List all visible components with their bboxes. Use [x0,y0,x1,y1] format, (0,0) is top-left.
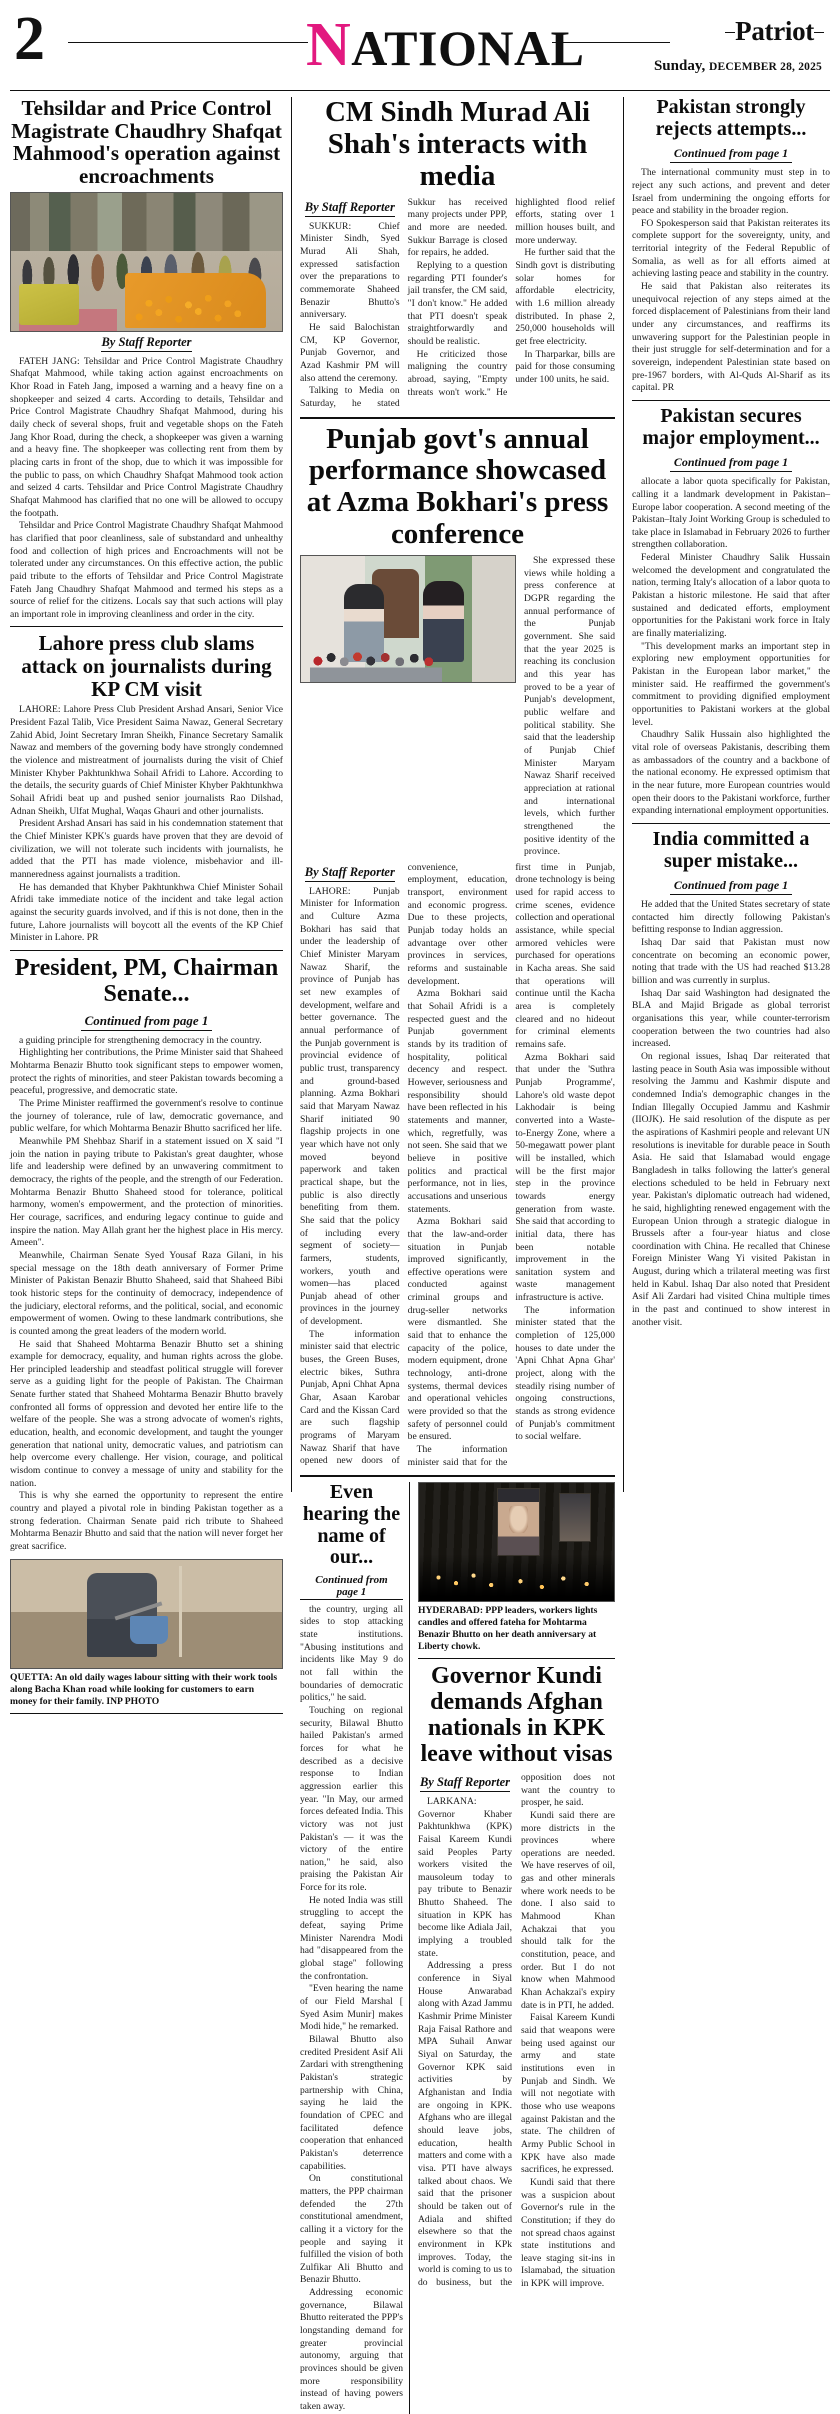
article-headline: India committed a super mistake... [652,827,810,872]
paragraph: He criticized those maligning the country abroad, saying, "Empty threats won't work." He highlighted flood relief efforts, stating over 1 million houses built, and more underway. [407,196,615,398]
paragraph: Addressing economic governance, Bilawal Bhutto reiterated the PPP's longstanding demand for greater provincial autonomy, arguing that provinces should be given more responsibility instead of having powers taken away. [300,2287,403,2413]
article-india-mistake [632,829,830,1330]
paragraph: On regional issues, Ishaq Dar reiterated that lasting peace in South Asia was impossible without resolving the Jammu and Kashmir dispute and condemned India's demographic changes in the Indian Illegally Occupied Jammu and Kashmir (IIOJK). He said resolution of the dispute as per the aspirations of Kashmiri people and relevant UN resolutions is inevitable for durable peace in South Asia. He said that Islamabad would engage Bangladesh in talks following the latter's general elections scheduled to be held in February next year. Pakistan's diplomatic outreach had widened, he said, highlighting renewed engagement with the European Union through a strategic dialogue in Brussels after a four-year hiatus and close coordination with China. He recalled that Chinese Foreign Minister Wang Yi visited Pakistan in August, during which a trilateral meeting was first held in Kabul. Ishaq Dar also noted that President Asif Ali Zardari had visited China multiple times in the past and continued to show interest in another visit. [632,1050,830,1328]
article-columns [418,1772,615,2291]
article-headline: Pakistan strongly rejects attempts... [655,96,807,140]
article-body [300,197,615,411]
paragraph: Touching on regional security, Bilawal Bhutto hailed Pakistan's armed forces for what he described as a decisive response to Indian aggression earlier this year. "In May, our armed forces defeated India. This victory was not just Pakistan's — it was the victory of the entire nation," he said, also praising the Pakistan Air Force for its role. [300,1704,403,1894]
paragraph: Faisal Kareem Kundi said that weapons were being used against our army and state institutions even in Punjab and Sindh. We will not negotiate with those who use weapons against Pakistan and the state. The children of Army Public School in KPK have also made sacrifices, he expressed. [521,2012,615,2176]
article-president-pm-senate [10,956,283,1714]
section-title [306,11,585,79]
article-lahore-press-club [10,632,283,944]
continued-from-label: Continued from page 1 [670,146,792,163]
date-day: Sunday, [653,58,706,74]
paragraph: On constitutional matters, the PPP chairman defended the 27th constitutional amendment, calling it a victory for the people and saying it fulfilled the vision of both Zulfikar Ali Bhutto and Benazir Bhutto. [300,2173,403,2286]
article-headline: Pakistan secures major employment... [642,405,820,449]
publication-date [654,58,822,75]
section-drop-cap: N [306,11,352,79]
paragraph: "Even hearing the name of our Field Marshal [ Syed Asim Munir] makes Modi hide," he remarked. [300,1983,403,2033]
photo-oranges-layer [125,273,266,328]
paragraph: He said that Pakistan also reiterates its unequivocal rejection of any steps aimed at the forced displacement of Palestinians from their land under any circumstances, and reaffirms its unwavering support for the Palestinian people in their just struggle for self-determination and for a sovereign, independent Palestinian state based on pre-1967 borders, with Al-Quds Al-Sharif as its capital. PR [632,281,830,394]
paragraph: LAHORE: Lahore Press Club President Arshad Ansari, Senior Vice President Fazal Talib, Vice President Saima Nawaz, General Secretary Zahid Abid, Joint Secretary Imran Sheikh, Finance Secretary Samalik Nawaz and members of the governing body have strongly condemned the violence and mistreatment of journalists during the visit of Chief Minister Khyber Pakhtunkhwa Sohail Afridi to Lahore. According to the details, the security guards of Chief Minister Khyber Pakhtunkhwa Sohail Afridi beat up and pushed senior journalists Rao Dilshad, Adnan Sheikh, Ulfat Mughal, Waqas Ghauri and other journalists. [10,704,283,817]
paragraph: He has demanded that Khyber Pakhtunkhwa Chief Minister Sohail Afridi take immediate notice of the incident and take legal action against the security guards involved, and if this is not done, then in the future, Lahore journalists will boycott all the events of the KP Chief Minister in Lahore. PR [10,881,283,944]
paragraph: Azma Bokhari said that the law-and-order situation in Punjab improved significantly, effective operations were conducted against criminal groups and drug-seller networks were dismantled. She said that to enhance the capacity of the police, modern equipment, drone technology, anti-drone systems, thermal devices and operational vehicles were provided so that the safety of personnel could be ensured. [407,1216,508,1443]
article-pakistan-employment [632,406,830,818]
paragraph: the country, urging all sides to stop attacking state institutions. "Abusing institutions and incidents like May 9 do not fall within the boundaries of democratic politics," he said. [300,1603,403,1704]
paragraph: Bilawal Bhutto also credited President Asif Ali Zardari with strengthening Pakistan's strategic partnership with China, saying he laid the foundation of CPEC and facilitated defence cooperation that enhanced Pakistan's deterrence capabilities. [300,2034,403,2172]
divider [10,1713,283,1714]
article-headline: Even hearing the name of our... [302,1481,401,1569]
byline-wrap [300,197,400,221]
paragraph: The information minister said that for the first time in Punjab, drone technology is being used for rapid access to crime scenes, evidence collection and operational assistance, while special armored vehicles were purchased for operations in Kacha areas. She said that operations will continue until the Kacha area is completely cleared and no hideout for criminal elements remains safe. [407,861,615,1468]
article-pakistan-rejects [632,97,830,395]
paragraph: The information minister stated that the completion of 125,000 houses to date under the 'Apni Chhat Apna Ghar' project, along with the steadily rising number of ongoing constructions, stands as strong evidence of Punjab's commitment to social welfare. [515,1304,615,1443]
paragraph: SUKKUR: Chief Minister Sindh, Syed Murad Ali Shah, expressed satisfaction over the preparations to commemorate Shaheed Benazir Bhutto's anniversary. [300,220,400,321]
divider [10,626,283,627]
logo-dash-right-icon [814,32,824,33]
byline-wrap [300,862,400,886]
byline-wrap [418,1772,512,1796]
masthead-rule-left [68,42,308,43]
left-column [10,96,292,1707]
paragraph: He noted India was still struggling to accept the defeat, saying Prime Minister Narendra Modi had "disappeared from the global stage" following the confrontation. [300,1894,403,1982]
article-body [418,1772,615,2291]
article-body [632,476,830,818]
article-headline: Tehsildar and Price Control Magistrate Chaudhry Shafqat Mahmood's operation against encroachments [11,96,282,189]
photo-portrait-secondary-layer [559,1493,590,1543]
publication-logo [725,16,824,47]
paragraph: Addressing a press conference in Siyal House Anwarabad along with Azad Jammu Kashmir Prime Minister Raja Faisal Rathore and MPA Suhail Anwar Siyal on Saturday, the Governor KPK said activities by Afghanistan and India are ongoing in KPK. Afghans who are illegal should leave jobs, education, health matters and come with a visa. PTI have always talked about chaos. We said that the prisoner should be taken out of Adiala and shifted elsewhere so that the environment in KPk improves. Today, the world is coming to us to do business, but the opposition does not want the country to prosper, he said. [418,1771,615,2288]
paragraph: President Arshad Ansari has said in his condemnation statement that the Chief Minister KPK's guards have proven that they are devoid of civilization, we will not tolerate such incidents with journalists, he added that the PTI has made violence, misbehavior and ill-manneredness against journalists a tradition. [10,818,283,881]
article-body [632,899,830,1329]
paragraph: a guiding principle for strengthening democracy in the country. [19,1034,262,1046]
article-cm-sindh [300,97,615,411]
article-headline: Lahore press club slams attack on journalists during KP CM visit [21,631,272,701]
continued-from-label: Continued from page 1 [81,1013,213,1031]
article-body-sidecol [524,555,615,859]
paragraph: He further said that the Sindh govt is distributing solar homes for affordable electricity, with 1.6 million already distributed. In phase 2, 250,000 households will get free electricity. [515,247,615,347]
article-headline: Punjab govt's annual performance showcased at Azma Bokhari's press conference [306,422,609,551]
paragraph: Federal Minister Chaudhry Salik Hussain welcomed the development and congratulated the nation, terming Italy's allocation of a labor quota to Pakistan a historic milestone. He said that after sustained and dedicated efforts, employment opportunities for the Pakistani work force in Italy are finally materializing. [632,552,830,640]
paragraph: Highlighting her contributions, the Prime Minister said that Shaheed Mohtarma Benazir Bhutto took significant steps to empower women, protect the rights of minorities, and steer Pakistan towards becoming a peaceful, progressive, and democratic state. [10,1047,283,1097]
masthead-divider [10,90,830,91]
article-columns [300,862,615,1470]
byline-wrap [10,332,283,356]
divider [10,950,283,951]
paragraph: "This development marks an important step in exploring new employment opportunities for Pakistan in the European labor market," the minister said. He reaffirmed the government's commitment to providing dignified employment opportunities to Pakistani workers at the global level. [632,640,830,728]
paragraph: He said that Shaheed Mohtarma Benazir Bhutto set a shining example for democracy, equality, and human rights across the globe. Her principled leadership and steadfast political struggle will forever serve as a guiding light for the people of Pakistan. The Chairman Senate further stated that Shaheed Mohtarma Benazir Bhutto bravely confronted all forms of oppression and devoted her entire life to the welfare of the people. She was a strong advocate of women's rights, education, health, and economic development, and taught the younger generation that national unity, democratic values, and patriotism can help overcome every challenge. Her vision, courage, and political wisdom continue to convey a message of unity and stability for the nation. [10,1338,283,1489]
paragraph: Azma Bokhari said that Sohail Afridi is a respected guest and the Punjab government stands by its tradition of hospitality, political decency and respect. However, seriousness and responsibility should have been reflected in his statements and manner, which, regretfully, was not seen. She said that we believe in positive politics and practical performance, not in lies, accusations and unserious statements. [407,988,508,1215]
continued-from-label: Continued from page 1 [670,455,792,472]
photo-portrait-layer [497,1488,540,1556]
divider [300,1475,615,1477]
paragraph: Replying to a question regarding PTI founder's jail transfer, the CM said, "I don't know." He added that PTI doesn't speak straightforwardly and should be realistic. [407,259,508,347]
right-column [624,97,830,1492]
article-body [300,862,615,1470]
article-byline: By Staff Reporter [420,1775,510,1792]
photo-microphones-layer [310,647,443,682]
paragraph: allocate a labor quota specifically for Pakistan, calling it a landmark development in Pakistan–Europe labor cooperation. A second meeting of the Pakistan–Italy Joint Working Group is scheduled to take place in Islamabad in February 2026 to further strengthen collaboration. [632,476,830,551]
paragraph: LAHORE: Punjab Minister for Information and Culture Azma Bokhari has said that under the leadership of Chief Minister Maryam Nawaz Sharif, the province of Punjab has set new examples of development, welfare and better governance. The annual performance of the Punjab government is provincial evidence of public trust, transparency and ground-based planning. Azma Bokhari said that Maryam Nawaz Sharif initiated 90 flagship projects in one year which have not only moved beyond paperwork and taken practical shape, but the public is also directly benefiting from them. She said that the policy of including every segment of society—farmers, students, workers, youth and women—has placed Punjab ahead of other provinces in the journey of development. [300,885,400,1328]
photo-bucket-layer [130,1616,168,1644]
paragraph: Chaudhry Salik Hussain also highlighted the vital role of overseas Pakistanis, describing them as ambassadors of the country and a backbone of the national economy. He expressed optimism that in the near future, more European countries would open their doors to the Pakistani workforce, further expanding international employment opportunities. [632,729,830,817]
paragraph: Meanwhile PM Shehbaz Sharif in a statement issued on X said "I join the nation in paying tribute to Pakistan's great daughter, whose life and leadership were defined by an unwavering commitment to democracy, the rights of the people, and the strength of our Federation. Mohtarma Benazir Bhutto Shaheed stood for tolerance, political harmony, women's empowerment, and the protection of minorities. Her courage, sacrifices, and enduring legacy continue to guide and inspire the nation. May Allah grant her the highest place in His mercy. Ameen". [10,1136,283,1249]
photo-caption: QUETTA: An old daily wages labour sitting with their work tools along Bacha Khan road while looking for customers to earn money for their family. INP PHOTO [10,1671,278,1707]
paragraph: Kundi said there are more districts in the provinces where operations are needed. We have reserves of oil, gas and other minerals where work needs to be done. I also said to Mahmood Khan Achakzai that you should talk for the constitution, peace, and order. But I do not know when Mahmood Khan Achakzai's expiry date is in PTI, he added. [521,1809,615,2011]
divider [418,1658,615,1659]
article-body [10,704,283,944]
article-body [632,167,830,395]
paragraph: FO Spokesperson said that Pakistan reiterates its complete support for the sovereignty, unity, and territorial integrity of the Federal Republic of Somalia, as well as for all efforts aimed at achieving lasting peace and stability in the country. [632,217,830,280]
photo-pole-layer [179,1566,182,1657]
paragraph: This is why she earned the opportunity to represent the entire country and played a pivotal role in binding Pakistan together as a strong federation. Chairman Senate paid rich tribute to Shaheed Mohtarma Benazir Bhutto and said that the nation will never forget her great sacrifice. [10,1490,283,1553]
article-even-hearing [300,1482,615,2413]
page-grid [10,96,830,2413]
divider [632,823,830,824]
photo-bananas-layer [19,284,79,325]
continued-from-label: Continued from page 1 [670,878,792,895]
paragraph: He said Balochistan CM, KP Governor, Punjab Governor, and Azad Kashmir PM will also attend the ceremony. [300,321,400,384]
paragraph: The international community must step in to reject any such actions, and prevent and deter Israel from undermining the ongoing efforts for peace and stability in the broader region. [632,167,830,217]
page-number: 2 [14,5,45,73]
publication-logo-text: Patriot [735,16,814,46]
paragraph: The information minister said that electric buses, the Green Buses, electric bikes, Suthra Punjab, Apni Chhat Apna Ghar, Asaan Karobar Card and the Kissan Card are such flagship programs of Maryam Nawaz Sharif that have opened new doors of convenience, employment, education, transport, environment and economic progress. Due to these projects, Punjab today holds an advantage over other provinces in services, reforms and sustainable development. [300,861,508,1467]
article-body [300,1604,403,2414]
article-headline: Governor Kundi demands Afghan nationals in KPK leave without visas [420,1663,613,1767]
date-rest: DECEMBER 28, 2025 [709,61,822,73]
quetta-labourer-photo [10,1559,283,1669]
article-punjab-performance [300,424,615,1470]
article-headline: President, PM, Chairman Senate... [14,954,279,1007]
paragraph: FATEH JANG: Tehsildar and Price Control Magistrate Chaudhry Shafqat Mahmood, while taking action against encroachments on Khor Road in Fateh Jang, imposed a warning and a heavy fine on a shopkeeper and seized 4 carts. According to details, Tehsildar and Price Control Magistrate Chaudhry Shafqat Mahmood, during his daily check of several shops, fruit and vegetable shops on the Fateh Jang Khor Road, during the check, a shopkeeper was given a warning and a heavy fine. The shopkeeper was collecting rent from them by placing carts in front of the shop, due to which it was impossible for the public to pass, on which Chaudhry Shafqat Mahmood took action and seized 4 carts. Tehsildar and Price Control Magistrate Chaudhry Shafqat Mahmood has clarified that no one will be allowed to occupy the footpath. [10,355,283,519]
paragraph: Meanwhile, Chairman Senate Syed Yousaf Raza Gilani, in his special message on the 18th death anniversary of Former Prime Minister of Pakistan Benazir Bhutto Shaheed, said that Shaheed Bibi took historic steps for the continuity of democracy, independence of the judiciary, electoral reforms, and the political, social, and economic empowerment of women. Owing to these landmark contributions, she is counted among the great leaders of the modern world. [10,1249,283,1337]
paragraph: The Prime Minister reaffirmed the government's resolve to continue the journey of tolerance, rule of law, democratic governance, and public welfare, for which Mohtarma Benazir Bhutto sacrificed her life. [10,1098,283,1135]
encroachment-operation-photo [10,192,283,332]
paragraph: Ishaq Dar said that Pakistan must now concentrate on becoming an economic power, noting that trade with the US had reached $13.28 billion and was currently in surplus. [632,937,830,987]
article-body [10,356,283,622]
masthead [10,5,830,88]
article-byline: By Staff Reporter [305,200,395,217]
paragraph: Azma Bokhari said that under the 'Suthra Punjab Programme', Lahore's old waste depot Lakhodair is being converted into a Waste-to-Energy Zone, where a 50-megawatt power plant will be installed, which will be the first major step in the province towards energy generation from waste. She said that according to initial data, there has been notable improvement in the sanitation system and waste management infrastructure is active. [515,1051,615,1304]
paragraph: Tehsildar and Price Control Magistrate Chaudhry Shafqat Mahmood has clarified that poor cleanliness, sale of substandard and unhealthy food and collection of high prices and Encroachments will not be tolerated under any circumstances. On this effective action, the public paid tribute to the efforts of Tehsildar and Price Control Magistrate Fateh Jang Chaudhry Shafqat Mahmood and termed his steps as a source of relief for the citizens. Locals say that such actions will play an important role in improving cleanliness and order in the city. [10,520,283,620]
article-body [10,1035,283,1554]
article-byline: By Staff Reporter [305,865,395,882]
paragraph: Talking to Media on Saturday, he stated Sukkur has received many projects under PPP, and more are needed. Sukkur Barrage is closed for repairs, he added. [300,196,508,409]
paragraph: She expressed these views while holding a press conference at DGPR regarding the annual performance of the Punjab government. She said that the year 2025 is reaching its conclusion and this year has proved to be a year of Punjab's development, public welfare and political stability. She said that the leadership of Punjab Chief Minister Maryam Nawaz Sharif received appreciation at rational and international levels, which further strengthened the positive identity of the province. [524,555,615,858]
photo-caption: HYDERABAD: PPP leaders, workers lights candles and offered fateha for Mohtarma Benazir Bhutto on her death anniversary at Liberty chowk. [418,1605,598,1653]
continued-from-label: Continued from page 1 [300,1574,403,1600]
divider [632,400,830,401]
photo-candles-layer [419,1554,614,1601]
paragraph: Ishaq Dar said Washington had designated the BLA and Majid Brigade as global terrorist organisations this year, while counter-terrorism cooperation between the two countries had also increased. [632,987,830,1050]
article-encroachment [10,97,283,621]
article-columns [300,197,615,411]
article-byline: By Staff Reporter [101,335,191,352]
hyderabad-candle-vigil-photo [418,1482,615,1602]
center-column [292,96,624,2413]
logo-dash-left-icon [725,32,735,33]
paragraph: LARKANA: Governor Khaber Pakhtunkhwa (KPK) Faisal Kareem Kundi said Peoples Party workers visited the mausoleum today to pay tribute to Benazir Bhutto Shaheed. The situation in KPK has become like Adiala Jail, implying a troubled state. [418,1795,512,1959]
section-title-rest: ATIONAL [351,20,585,76]
divider [300,417,615,419]
paragraph: Kundi said that there was a suspicion about Governor's rule in the Constitution; if they do not spread chaos against state institutions and leave staging sit-ins in Islamabad, the situation in KPK will improve. [521,2176,615,2290]
paragraph: In Tharparkar, bills are paid for those consuming under 100 units, he said. [515,348,615,385]
azma-bokhari-press-conference-photo [300,555,516,683]
paragraph: He added that the United States secretary of state contacted him directly following Pakistan's befitting response to Indian aggression. [632,899,830,936]
article-headline: CM Sindh Murad Ali Shah's interacts with media [324,96,591,192]
